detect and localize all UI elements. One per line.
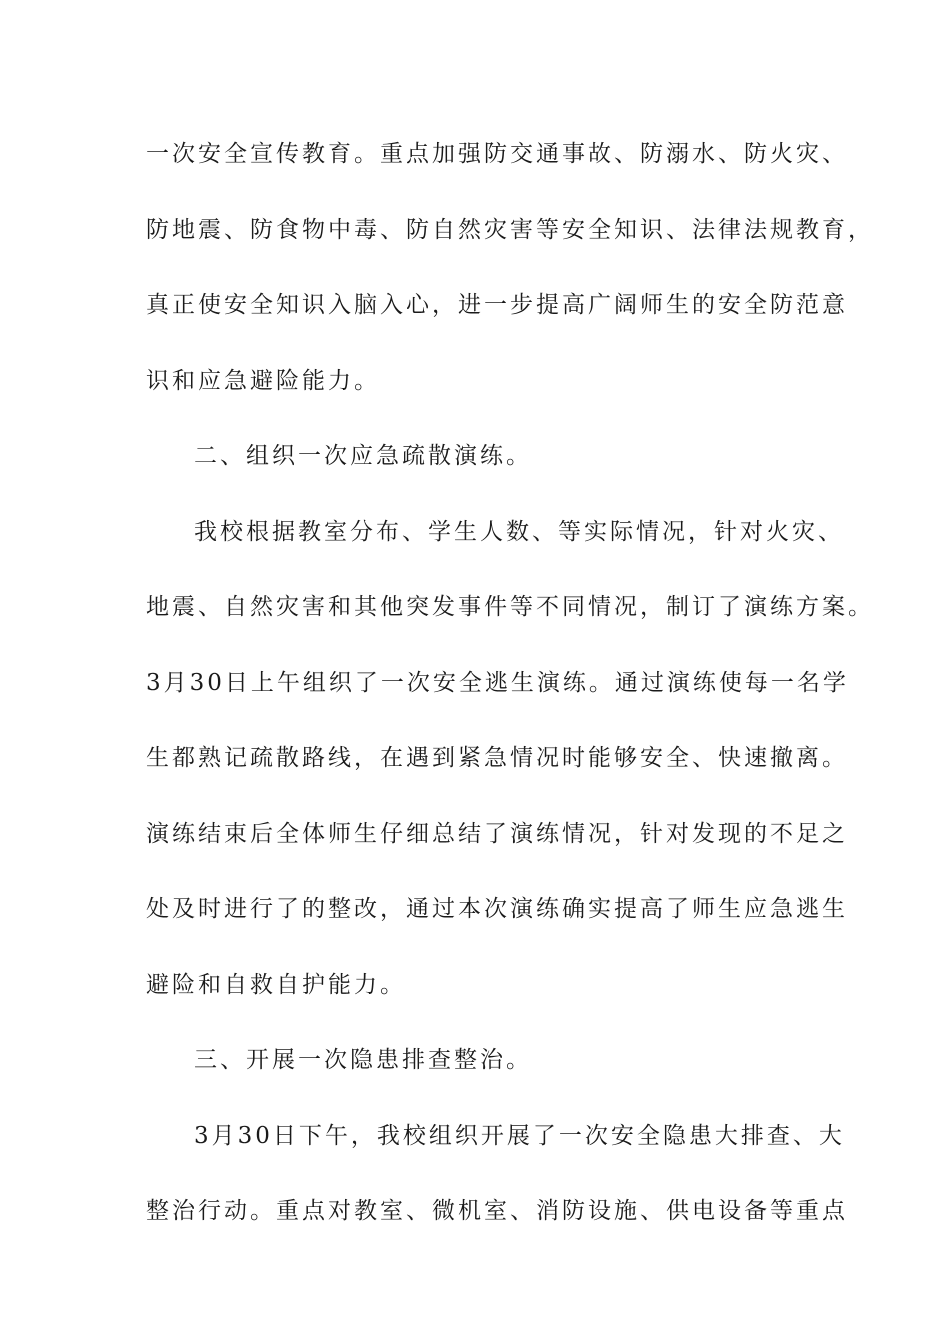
text-line: 一次安全宣传教育。重点加强防交通事故、防溺水、防火灾、 (146, 141, 848, 167)
text-line: 防地震、防食物中毒、防自然灾害等安全知识、法律法规教育， (146, 216, 874, 243)
body-text (146, 126, 874, 1259)
text-line: 我校根据教室分布、学生人数、等实际情况，针对火灾、 (194, 518, 844, 545)
text-line: 识和应急避险能力。 (146, 367, 380, 394)
text-line: 3月30日上午组织了一次安全逃生演练。通过演练使每一名学 (146, 669, 849, 696)
text-line: 演练结束后全体师生仔细总结了演练情况，针对发现的不足之 (146, 820, 848, 847)
text-line: 避险和自救自护能力。 (146, 971, 406, 998)
text-line: 地震、自然灾害和其他突发事件等不同情况，制订了演练方案。 (146, 594, 874, 620)
text-line: 处及时进行了的整改，通过本次演练确实提高了师生应急逃生 (146, 896, 848, 922)
text-line: 3月30日下午，我校组织开展了一次安全隐患大排查、大 (194, 1122, 845, 1149)
text-line: 生都熟记疏散路线，在遇到紧急情况时能够安全、快速撤离。 (146, 745, 848, 771)
text-line: 整治行动。重点对教室、微机室、消防设施、供电设备等重点 (146, 1198, 848, 1224)
text-line: 真正使安全知识入脑入心，进一步提高广阔师生的安全防范意 (146, 292, 848, 318)
section-heading: 二、组织一次应急疏散演练。 (194, 443, 532, 469)
section-heading: 三、开展一次隐患排查整治。 (194, 1047, 532, 1073)
